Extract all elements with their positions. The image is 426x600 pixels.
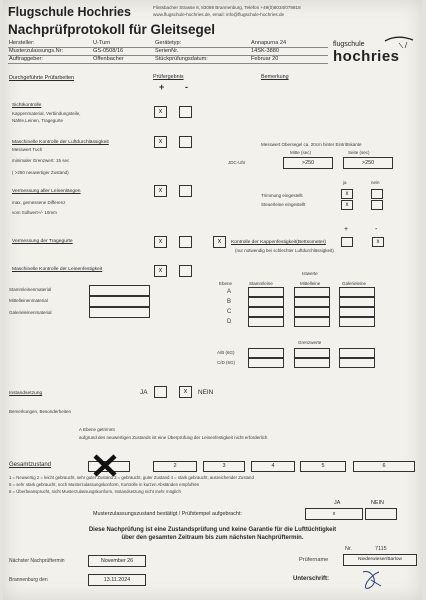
line-length-plus-checkbox[interactable]: x: [154, 185, 167, 197]
hersteller-value: U-Turn: [93, 40, 111, 46]
address-line-2: www.flugschule-hochries.de, email: info@flugschule-hochries.de: [153, 12, 285, 17]
grenz-ab-galerie-field[interactable]: [339, 348, 375, 358]
riser-minus-checkbox[interactable]: [179, 236, 192, 248]
porosity-plus-checkbox[interactable]: x: [154, 136, 167, 148]
brake-ja-checkbox[interactable]: x: [341, 200, 353, 210]
inspector-label: Prüfername: [299, 557, 329, 563]
disclaimer-line-1: Diese Nachprüfung ist eine Zustandsprüfung und keine Garantie für die Lufttüchtigkeit: [88, 527, 337, 533]
stamm-c-field[interactable]: [248, 307, 284, 317]
logo-main-text: hochries: [333, 48, 400, 65]
stammleine-material-field[interactable]: [89, 285, 150, 296]
column-items-heading: Durchgeführte Prüfarbeiten: [9, 75, 75, 81]
remarks-line-1: A Ebene getrimmt: [79, 427, 115, 432]
trim-label: Trimmung eingestellt: [261, 193, 303, 198]
galerie-c-field[interactable]: [339, 307, 375, 317]
datum-label: Stückprüfungsdatum:: [155, 56, 208, 62]
trim-nein-checkbox[interactable]: [371, 189, 383, 199]
signature-scribble-icon: [359, 568, 385, 592]
typ-label: Gerätetyp:: [155, 40, 182, 46]
galerieleine-material-label: Galerieleinenmaterial: [9, 310, 52, 315]
riser-ok-checkbox[interactable]: x: [213, 236, 226, 248]
canopy-strength-note: (nur notwendig bei schlechter Luftdurchlässigkeit): [235, 248, 334, 253]
grenzwerte-label: Grenzwerte: [298, 340, 322, 345]
header-rule: [8, 47, 328, 48]
repair-nein-label: NEIN: [198, 389, 214, 396]
auftraggeber-label: Auftraggeber:: [9, 56, 43, 62]
ebene-c-label: C: [227, 309, 232, 315]
inspection-sheet: [3, 0, 422, 600]
column-remarks-heading: Bemerkung: [261, 74, 289, 80]
galerieleine-heading: Galerieleine: [342, 281, 367, 286]
grade-option[interactable]: 3: [203, 461, 245, 472]
grenz-cd-mittel-field[interactable]: [294, 358, 330, 368]
disclaimer-line-2: über den gesamten Zeitraum bis zum nächsten Nachprüftermin.: [121, 535, 304, 541]
riser-plus-checkbox[interactable]: x: [154, 236, 167, 248]
mitte-label: Mitte (sec): [290, 150, 312, 155]
grenz-cd-stamm-field[interactable]: [248, 358, 284, 368]
grade-legend-1: 1 = Neuwertig 2 = leicht gebraucht, sehr guter Zustand 3 = gebraucht, guter Zustand 4 = stark gebraucht, ausreichender Zustand: [9, 475, 254, 480]
galerieleine-material-field[interactable]: [89, 307, 150, 318]
ebene-a-label: A: [227, 289, 232, 295]
protocol-number: 7115: [375, 546, 387, 552]
stamp-ja-heading: JA: [334, 500, 341, 506]
column-result-heading: Prüfergebnis: [153, 74, 184, 80]
ebene-heading: Ebene: [219, 281, 233, 286]
stamm-a-field[interactable]: [248, 287, 284, 297]
visual-check-plus-checkbox[interactable]: x: [154, 106, 167, 118]
stamp-ja-field[interactable]: x: [305, 508, 363, 520]
logo: [333, 34, 418, 75]
stamm-b-field[interactable]: [248, 297, 284, 307]
trim-nein-heading: nein: [371, 180, 380, 185]
visual-check-title: Sichtkontrolle: [12, 103, 42, 108]
remarks-line-2: aufgrund des neuwertigen Zustands ist eine Überprüfung der Leinenfestigkeit nicht erforderlich: [79, 435, 268, 440]
line-length-minus-checkbox[interactable]: [179, 185, 192, 197]
remarks-label: Bemerkungen, Besonderheiten: [9, 409, 72, 414]
strength-plus-checkbox[interactable]: [341, 237, 353, 247]
grade-option[interactable]: [88, 461, 130, 472]
typ-value: Annapurna 24: [251, 40, 287, 46]
grade-legend-2: 5 = sehr stark gebraucht, noch Musterzulassungskonform, Kontrolle in kurzen Abständen empfohlen: [9, 482, 200, 487]
grade-option[interactable]: 6: [353, 461, 415, 472]
muster-value: GS-0508/16: [93, 48, 124, 54]
stamp-nein-field[interactable]: [365, 508, 397, 520]
visual-check-desc: Nähte,Leinen, Tragegurte: [12, 118, 64, 123]
riser-check-title: Vermessung der Tragegurte: [12, 239, 73, 244]
logo-top-text: flugschule: [333, 41, 365, 48]
ebene-d-label: D: [227, 319, 232, 325]
header-rule: [8, 55, 328, 56]
next-inspection-field[interactable]: November 26: [88, 555, 146, 567]
overall-condition-title: Gesamtzustand: [9, 462, 52, 468]
document-title: Nachprüfprotokoll für Gleitsegel: [8, 22, 216, 37]
mittel-d-field[interactable]: [294, 317, 330, 327]
grade-option[interactable]: 4: [251, 461, 295, 472]
mitte-value-field[interactable]: >250: [283, 157, 333, 169]
protocol-number-label: Nr.: [345, 546, 352, 552]
strength-minus-sign: -: [375, 226, 378, 233]
seite-value-field[interactable]: >250: [343, 157, 393, 169]
visual-check-desc: Kappenmaterial, Verbindungsteile,: [12, 111, 81, 116]
grenz-ab-label: A/B (6G): [217, 350, 235, 355]
mittel-c-field[interactable]: [294, 307, 330, 317]
grenz-ab-stamm-field[interactable]: [248, 348, 284, 358]
datum-value: Februar 20: [251, 56, 279, 62]
porosity-title: Maschinelle Kontrolle der Luftdurchlässigkeit: [12, 140, 109, 145]
porosity-minus-checkbox[interactable]: [179, 136, 192, 148]
grade-option[interactable]: 2: [153, 461, 197, 472]
line-strength-title: Maschinelle Kontrolle der Leinenfestigkeit: [12, 267, 103, 272]
mittelleine-heading: Mittelleine: [300, 281, 321, 286]
minus-sign: -: [185, 82, 188, 92]
galerie-b-field[interactable]: [339, 297, 375, 307]
grenz-ab-mittel-field[interactable]: [294, 348, 330, 358]
trim-ja-heading: ja: [343, 180, 347, 185]
address-line-1: Flintsbacher Strasse 8, 83098 Brannenburg, Telefon +49(0)8034/079818: [153, 5, 301, 10]
line-length-title: Vermessung aller Leinenlängen: [12, 189, 81, 194]
plus-sign: +: [159, 82, 165, 92]
galerie-d-field[interactable]: [339, 317, 375, 327]
place-date-label: Brannenburg den: [9, 577, 48, 583]
galerie-a-field[interactable]: [339, 287, 375, 297]
cross-mark-icon: [89, 456, 129, 465]
repair-ja-label: JA: [140, 389, 148, 396]
porosity-note: Messwert Obersegel ca. 20cm hinter Eintrittskante: [261, 142, 362, 147]
repair-title: Instandsetzung: [9, 391, 43, 396]
seite-label: Seite (sec): [348, 150, 370, 155]
strength-plus-sign: +: [344, 226, 349, 233]
stamm-d-field[interactable]: [248, 317, 284, 327]
repair-nein-checkbox[interactable]: x: [179, 386, 192, 398]
canopy-strength-title: Kontrolle der Kappenfestigkeit(Bettsometer): [231, 240, 326, 245]
hersteller-label: Hersteller:: [9, 40, 35, 46]
repair-ja-checkbox[interactable]: [154, 386, 167, 398]
ebene-b-label: B: [227, 299, 232, 305]
stammleine-heading: Stammleine: [249, 281, 273, 286]
mittelleine-material-field[interactable]: [89, 296, 150, 307]
trim-ja-checkbox[interactable]: x: [341, 189, 353, 199]
brake-nein-checkbox[interactable]: [371, 200, 383, 210]
porosity-desc: minimaler Grenzwert: 15 sec: [12, 158, 70, 163]
grenz-cd-label: C/D (6G): [217, 360, 235, 365]
stamp-nein-heading: NEIN: [371, 500, 384, 506]
strength-minus-checkbox[interactable]: x: [372, 237, 384, 247]
brake-label: Steuerleine eingestellt: [261, 202, 306, 207]
header-rule: [8, 63, 328, 64]
line-strength-plus-checkbox[interactable]: x: [154, 265, 167, 277]
istwerte-label: Istwerte: [302, 271, 318, 276]
line-length-desc: vom Sollwert+/- 10mm: [12, 210, 57, 215]
auftraggeber-value: Offenbacher: [93, 56, 124, 62]
org-name: Flugschule Hochries: [8, 5, 131, 19]
next-inspection-label: Nächster Nachprüftermin: [9, 558, 65, 564]
mittelleine-material-label: Mittelleinenmaterial: [9, 298, 48, 303]
serien-label: SerienNr.: [155, 48, 179, 54]
mittel-b-field[interactable]: [294, 297, 330, 307]
mittel-a-field[interactable]: [294, 287, 330, 297]
porosity-desc: ( >250 neuwertiger Zustand): [12, 170, 69, 175]
visual-check-minus-checkbox[interactable]: [179, 106, 192, 118]
line-strength-minus-checkbox[interactable]: [179, 265, 192, 277]
porosity-desc: Messwert Tuch: [12, 147, 43, 152]
muster-label: Musterzulassungs.Nr:: [9, 48, 64, 54]
line-length-desc: max. gemessene Differenz: [12, 200, 66, 205]
stamp-label: Musterzulassungszustand bestätigt / Prüfstempel aufgebracht:: [93, 511, 242, 517]
grade-option[interactable]: 5: [300, 461, 346, 472]
grade-legend-3: 6 = Überbeansprucht, nicht Musterzulassungskonform, Instandsetzung nicht mehr möglich: [9, 489, 181, 494]
serien-value: 14SK-3880: [251, 48, 279, 54]
grenz-cd-galerie-field[interactable]: [339, 358, 375, 368]
jdc-label: JDC-Uhr: [228, 160, 246, 165]
inspector-field[interactable]: Niederwieser/Barlow: [343, 554, 417, 566]
date-field[interactable]: 13.11.2024: [88, 574, 146, 586]
signature-label: Unterschrift:: [293, 576, 330, 582]
stammleine-material-label: Stammleinenmaterial: [9, 287, 52, 292]
